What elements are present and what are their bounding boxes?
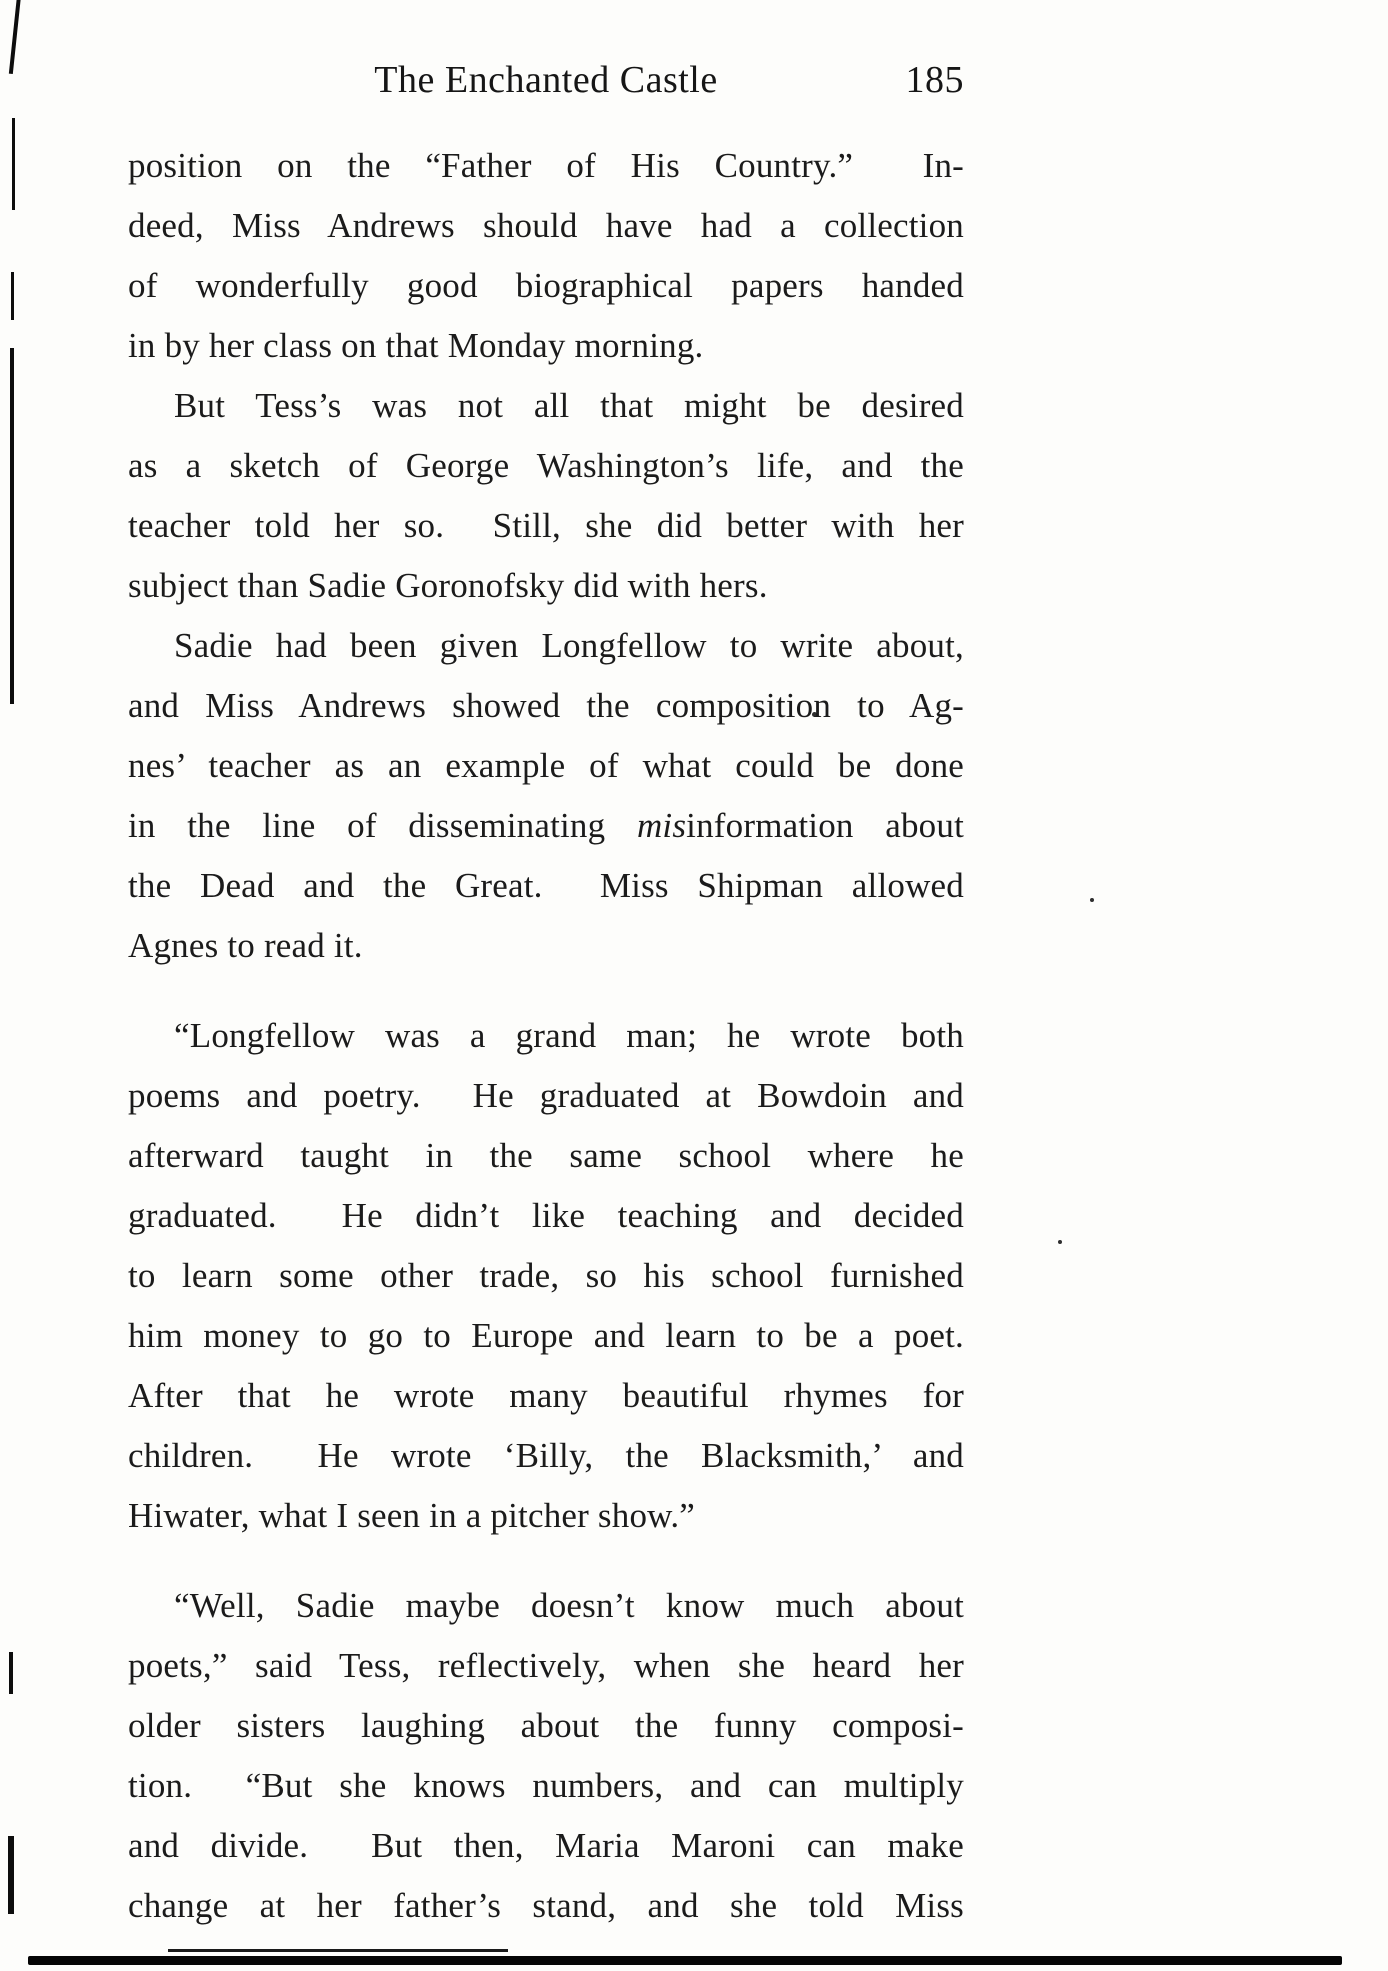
text-line [128, 1246, 964, 1306]
page-content [128, 58, 964, 1936]
text-segment: Agnes to read it. [128, 926, 363, 965]
text-line [128, 736, 964, 796]
italic-text: mis [636, 806, 687, 845]
scan-speck [1090, 898, 1094, 902]
text-line [128, 316, 964, 376]
text-segment: poets,” said Tess, reflectively, when she heard her [128, 1646, 964, 1685]
text-segment: subject than Sadie Goronofsky did with hers. [128, 566, 768, 605]
text-segment: tion. “But she knows numbers, and can multiply [128, 1766, 964, 1805]
text-segment: older sisters laughing about the funny composi- [128, 1706, 964, 1745]
text-line [128, 556, 964, 616]
text-line [128, 1696, 964, 1756]
text-line [128, 1426, 964, 1486]
text-segment: afterward taught in the same school where he [128, 1136, 964, 1175]
text-line [128, 1756, 964, 1816]
paragraph [128, 616, 964, 976]
text-line [128, 496, 964, 556]
text-segment: him money to go to Europe and learn to be a poet. [128, 1316, 964, 1355]
text-line [128, 1066, 964, 1126]
scan-gutter-line [12, 118, 15, 210]
text-line [128, 376, 964, 436]
text-line [128, 1636, 964, 1696]
paragraph [128, 1006, 964, 1546]
text-segment: to learn some other trade, so his school furnished [128, 1256, 964, 1295]
scan-gutter-line [9, 1652, 13, 1694]
scan-gutter-line [10, 348, 14, 704]
chapter-title: The Enchanted Castle [374, 59, 718, 101]
text-line [128, 136, 964, 196]
text-line [128, 1186, 964, 1246]
text-line [128, 256, 964, 316]
paragraph [128, 376, 964, 616]
text-segment: information about [686, 806, 964, 845]
text-line [128, 1876, 964, 1936]
scan-gutter-line [9, 0, 21, 74]
scan-gutter-line [11, 272, 14, 320]
text-segment: and Miss Andrews showed the composition to Ag- [128, 686, 964, 725]
text-segment: deed, Miss Andrews should have had a collection [128, 206, 964, 245]
text-segment: nes’ teacher as an example of what could be done [128, 746, 964, 785]
text-segment: change at her father’s stand, and she told Miss [128, 1886, 964, 1925]
page-number: 185 [905, 59, 964, 101]
text-line [128, 616, 964, 676]
text-segment: poems and poetry. He graduated at Bowdoin and [128, 1076, 964, 1115]
text-segment: in by her class on that Monday morning. [128, 326, 704, 365]
scan-stray-line [168, 1949, 508, 1952]
scan-speck [1058, 1240, 1062, 1244]
text-segment: But Tess’s was not all that might be desired [174, 386, 964, 425]
text-segment: teacher told her so. Still, she did better with her [128, 506, 964, 545]
text-segment: of wonderfully good biographical papers handed [128, 266, 964, 305]
text-line [128, 796, 964, 856]
text-segment: Sadie had been given Longfellow to write about, [174, 626, 964, 665]
text-segment: and divide. But then, Maria Maroni can make [128, 1826, 964, 1865]
scan-gutter-line [8, 1836, 14, 1914]
paragraph [128, 136, 964, 376]
text-line [128, 916, 964, 976]
text-line [128, 1126, 964, 1186]
text-segment: graduated. He didn’t like teaching and decided [128, 1196, 964, 1235]
text-segment: After that he wrote many beautiful rhymes for [128, 1376, 964, 1415]
text-segment: “Well, Sadie maybe doesn’t know much about [174, 1586, 964, 1625]
text-line [128, 1366, 964, 1426]
text-line [128, 1486, 964, 1546]
text-line [128, 1576, 964, 1636]
text-segment: the Dead and the Great. Miss Shipman allowed [128, 866, 964, 905]
text-block [128, 136, 964, 1936]
text-segment: “Longfellow was a grand man; he wrote both [174, 1016, 964, 1055]
text-line [128, 676, 964, 736]
text-line [128, 1816, 964, 1876]
text-segment: Hiwater, what I seen in a pitcher show.” [128, 1496, 696, 1535]
text-segment: as a sketch of George Washington’s life, and the [128, 446, 964, 485]
text-segment: in the line of disseminating [128, 806, 637, 845]
scan-bottom-bar [28, 1956, 1342, 1965]
text-line [128, 436, 964, 496]
text-line [128, 196, 964, 256]
text-line [128, 1306, 964, 1366]
text-line [128, 856, 964, 916]
paragraph [128, 1576, 964, 1936]
text-segment: position on the “Father of His Country.” In- [128, 146, 964, 185]
running-header [128, 58, 964, 110]
text-segment: children. He wrote ‘Billy, the Blacksmith,’ and [128, 1436, 964, 1475]
text-line [128, 1006, 964, 1066]
